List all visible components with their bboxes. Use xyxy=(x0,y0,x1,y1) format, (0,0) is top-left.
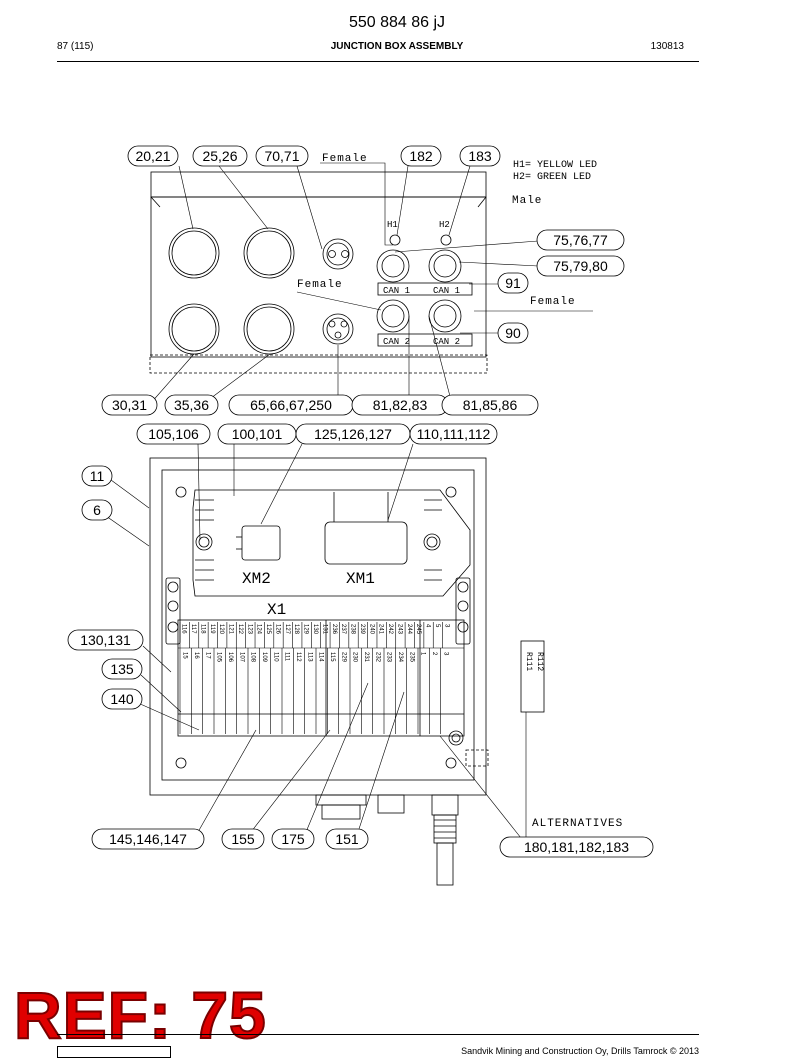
callout-text: 151 xyxy=(335,831,359,847)
callout-text: 155 xyxy=(231,831,255,847)
terminal-label: 244 xyxy=(405,624,412,635)
terminal-label: 240 xyxy=(368,624,375,635)
terminal-label: 230 xyxy=(351,652,358,663)
label-led-h1: H1= YELLOW LED xyxy=(513,160,598,171)
label-male: Male xyxy=(512,195,543,207)
terminal-label: 130 xyxy=(312,624,318,635)
terminal-label: 108 xyxy=(249,652,256,663)
callout-c-105-106 xyxy=(137,424,210,444)
terminal-label: 233 xyxy=(385,652,392,663)
callout-c-30-31 xyxy=(102,395,157,415)
label-female-left: Female xyxy=(297,279,343,291)
terminal-label: 127 xyxy=(283,624,290,635)
callout-text: 91 xyxy=(505,275,521,291)
terminal-label: 235 xyxy=(408,652,415,663)
terminal-label: 107 xyxy=(238,652,245,663)
connector-xm1 xyxy=(325,522,407,564)
page-number: 87 (115) xyxy=(57,41,94,52)
callout-c-130-131 xyxy=(68,630,143,650)
led-h1 xyxy=(390,235,400,245)
callout-text: 30,31 xyxy=(111,397,148,413)
callout-c-81-86 xyxy=(442,395,538,415)
callout-text: 75,79,80 xyxy=(553,258,608,274)
terminal-label: 234 xyxy=(397,652,403,663)
terminal-label: 3 xyxy=(442,652,449,656)
label-led-h2: H2= GREEN LED xyxy=(513,172,592,183)
terminal-label: 122 xyxy=(236,624,243,635)
terminal-label: 109 xyxy=(261,652,267,663)
terminal-label: 239 xyxy=(358,624,365,635)
gland-35-36 xyxy=(244,304,294,354)
gland-25-26 xyxy=(244,228,294,278)
callout-c-75-76-77 xyxy=(537,230,624,250)
terminal-label: 17 xyxy=(204,652,211,659)
terminal-label: 121 xyxy=(227,624,234,635)
label-h1: H1 xyxy=(387,220,398,230)
terminal-label: 4 xyxy=(424,624,431,628)
label-can1-b: CAN 1 xyxy=(433,286,461,296)
callout-text: 105,106 xyxy=(148,426,199,442)
connector-65-250 xyxy=(323,314,353,344)
callout-text: 70,71 xyxy=(264,148,300,164)
callout-c-145-147 xyxy=(92,829,204,849)
document-date: 130813 xyxy=(650,41,684,52)
callout-c-6 xyxy=(82,500,112,520)
callout-text: 140 xyxy=(110,691,134,707)
callout-c-100-101 xyxy=(218,424,296,444)
led-h2 xyxy=(441,235,451,245)
terminal-label: 106 xyxy=(227,652,233,663)
label-xm1: XM1 xyxy=(346,570,375,588)
terminal-label: 105 xyxy=(215,652,222,663)
label-can2-a: CAN 2 xyxy=(383,337,411,347)
terminal-label: 119 xyxy=(208,624,215,634)
callout-c-65-250 xyxy=(229,395,353,415)
copyright-text: Sandvik Mining and Construction Oy, Drills Tamrock © 2013 xyxy=(461,1046,699,1056)
callout-text: 135 xyxy=(110,661,134,677)
gland-30-31 xyxy=(169,304,219,354)
callout-text: 81,82,83 xyxy=(372,397,428,413)
terminal-label: 113 xyxy=(306,652,313,662)
callout-c-110-112 xyxy=(410,424,497,444)
connector-xm2 xyxy=(242,526,280,560)
terminal-label: 245 xyxy=(415,624,422,635)
callout-c-70-71 xyxy=(256,146,308,166)
callout-c-135 xyxy=(102,659,142,679)
terminal-label: 112 xyxy=(295,652,301,662)
callout-text: 145,146,147 xyxy=(109,831,187,847)
terminal-label: 236 xyxy=(330,624,337,635)
terminal-label: 128 xyxy=(293,624,300,635)
callout-text: 90 xyxy=(505,325,521,341)
label-xm2: XM2 xyxy=(242,570,271,588)
callout-text: 180,181,182,183 xyxy=(523,839,630,855)
callout-text: 75,76,77 xyxy=(553,232,608,248)
callout-c-180-183 xyxy=(500,837,653,857)
callout-text: 11 xyxy=(89,468,105,484)
footer-rule xyxy=(57,1034,699,1035)
terminal-label: 242 xyxy=(387,624,394,635)
terminal-label: 116 xyxy=(180,624,187,634)
sandvik-logo xyxy=(57,1046,171,1058)
callout-c-81-83 xyxy=(352,395,448,415)
terminal-label: 129 xyxy=(302,624,309,635)
callout-c-20-21 xyxy=(128,146,178,166)
terminal-label: 237 xyxy=(340,624,347,635)
terminal-label: 123 xyxy=(246,624,253,635)
callout-c-75-79-80 xyxy=(537,256,624,276)
terminal-label: 243 xyxy=(396,624,403,635)
callout-c-183 xyxy=(460,146,500,166)
terminal-label: 15 xyxy=(181,652,188,659)
callout-text: 110,111,112 xyxy=(416,426,491,442)
callout-text: 183 xyxy=(468,148,492,164)
callout-c-175 xyxy=(272,829,314,849)
label-x1: X1 xyxy=(267,601,287,619)
callout-c-35-36 xyxy=(165,395,218,415)
terminal-label: 125 xyxy=(265,624,272,635)
callout-c-140 xyxy=(102,689,142,709)
terminal-label: 115 xyxy=(329,652,335,662)
terminal-label: 5 xyxy=(433,624,440,628)
callout-text: 100,101 xyxy=(231,426,283,442)
callout-text: 125,126,127 xyxy=(314,426,392,442)
document-number: 550 884 86 jJ xyxy=(348,14,446,31)
label-can2-b: CAN 2 xyxy=(433,337,461,347)
terminal-label: 114 xyxy=(317,652,324,662)
callout-c-91 xyxy=(498,273,528,293)
label-r112: R112 xyxy=(535,652,544,672)
terminal-label: 16 xyxy=(193,652,199,659)
terminal-label: 3 xyxy=(443,624,450,628)
terminal-label: 131 xyxy=(321,624,328,635)
callout-text: 175 xyxy=(281,831,305,847)
bottom-gland-175 xyxy=(316,795,366,805)
label-female-right: Female xyxy=(530,296,576,308)
label-female-top: Female xyxy=(322,153,368,165)
terminal-label: 229 xyxy=(340,652,347,663)
callout-text: 81,85,86 xyxy=(462,397,518,413)
terminal-label: 110 xyxy=(272,652,279,662)
terminal-block-x1 xyxy=(178,620,464,736)
callout-c-25-26 xyxy=(193,146,247,166)
page-title: JUNCTION BOX ASSEMBLY xyxy=(330,41,464,52)
callout-c-182 xyxy=(401,146,441,166)
bottom-gland-151 xyxy=(378,795,404,813)
terminal-label: 231 xyxy=(363,652,369,663)
label-can1-a: CAN 1 xyxy=(383,286,411,296)
terminal-label: 238 xyxy=(349,624,356,635)
box-top-lid xyxy=(151,172,486,197)
terminal-label: 2 xyxy=(431,652,437,656)
callout-text: 6 xyxy=(93,502,101,518)
terminal-label: 241 xyxy=(377,624,384,635)
terminal-label: 117 xyxy=(190,624,197,634)
callout-text: 65,66,67,250 xyxy=(250,397,332,413)
callout-c-125-127 xyxy=(296,424,410,444)
terminal-label: 111 xyxy=(283,652,290,662)
ref-stamp: REF: 75 xyxy=(14,978,267,1052)
callout-text: 20,21 xyxy=(135,148,171,164)
callout-c-11 xyxy=(82,466,112,486)
terminal-label: 1 xyxy=(419,652,426,656)
callout-c-155 xyxy=(222,829,264,849)
callout-text: 182 xyxy=(409,148,433,164)
label-r111: R111 xyxy=(524,652,533,672)
callout-text: 25,26 xyxy=(202,148,238,164)
callout-c-90 xyxy=(498,323,528,343)
label-alternatives: ALTERNATIVES xyxy=(532,818,624,830)
callout-text: 130,131 xyxy=(80,632,131,648)
m12-cable-connector xyxy=(432,795,458,815)
label-h2: H2 xyxy=(439,220,450,230)
terminal-label: 232 xyxy=(374,652,381,663)
callout-c-151 xyxy=(326,829,368,849)
terminal-label: 118 xyxy=(199,624,206,634)
callout-text: 35,36 xyxy=(173,397,210,413)
gland-20-21 xyxy=(169,228,219,278)
terminal-label: 124 xyxy=(255,624,262,635)
terminal-label: 126 xyxy=(274,624,281,635)
terminal-label: 120 xyxy=(218,624,225,635)
